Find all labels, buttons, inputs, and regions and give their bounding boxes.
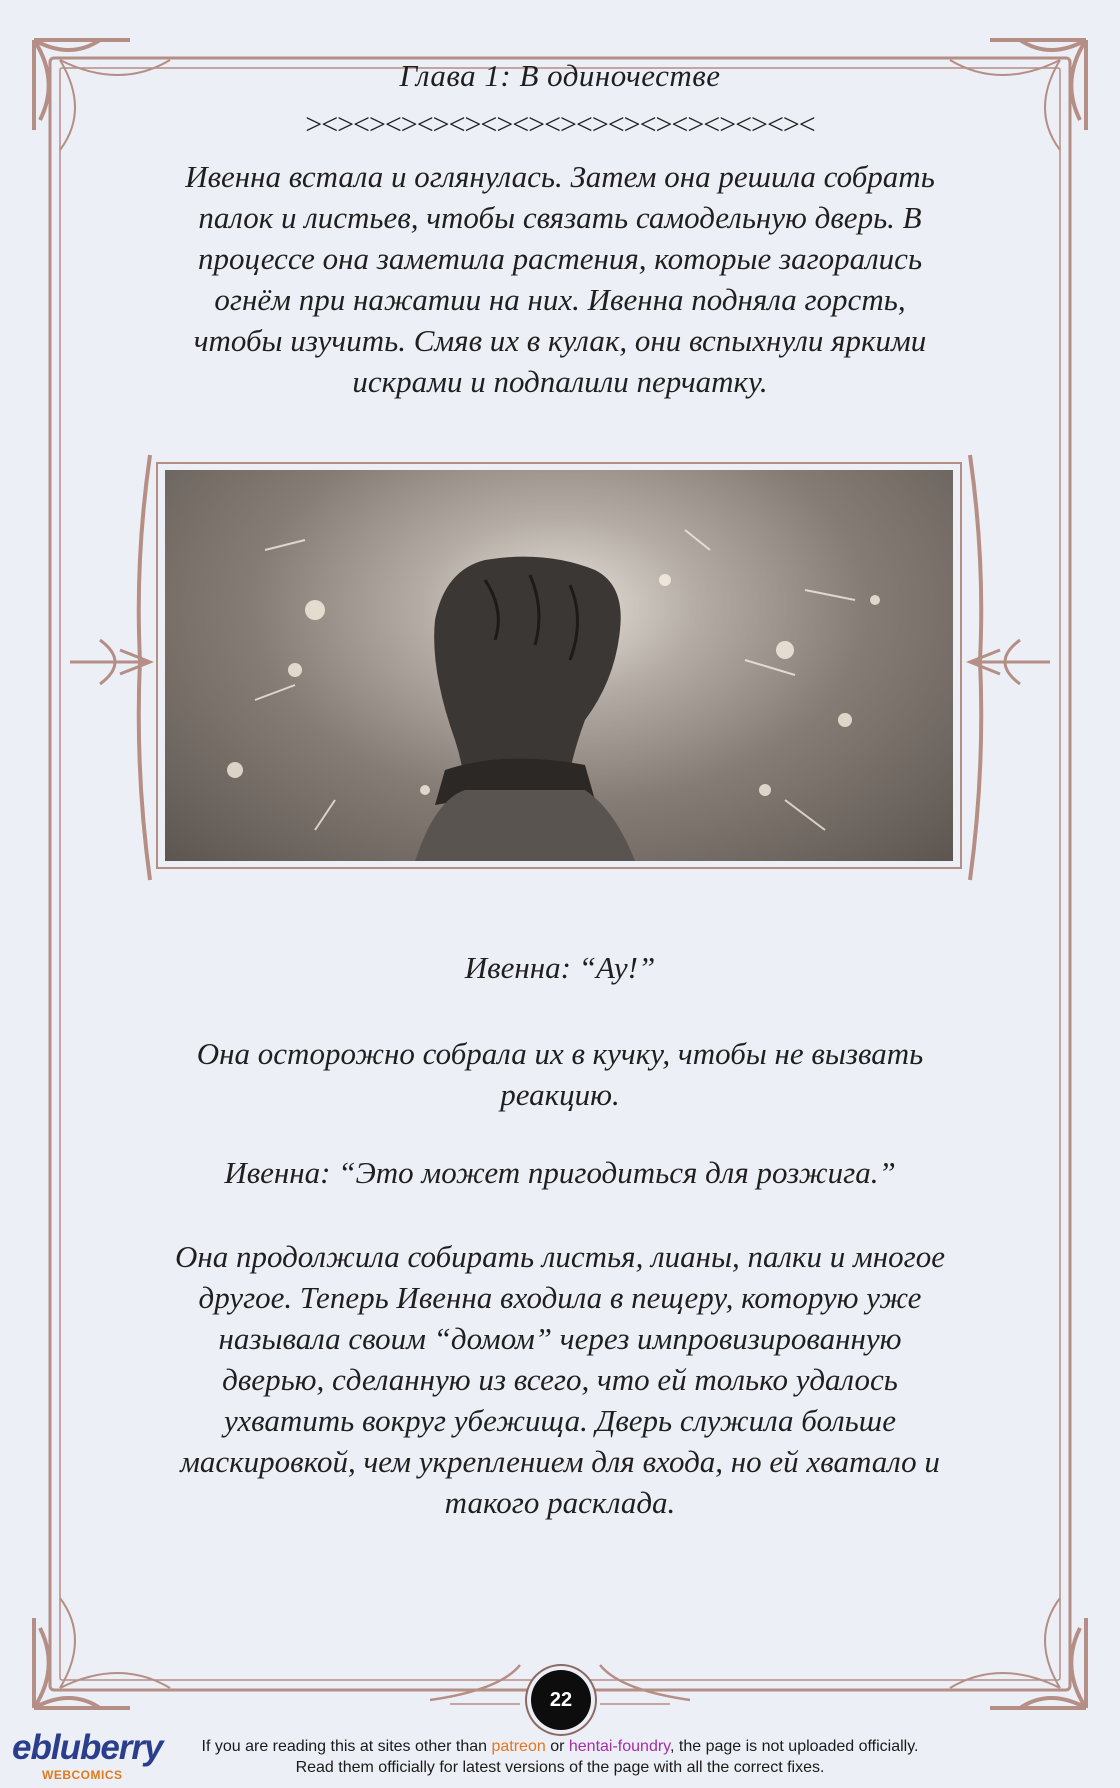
notice-or: or xyxy=(545,1738,569,1755)
ebluberry-logo[interactable] xyxy=(12,1728,163,1784)
page-number-badge: 22 xyxy=(531,1670,591,1730)
patreon-link[interactable]: patreon xyxy=(491,1738,546,1755)
logo-wordmark: ebluberry xyxy=(12,1728,163,1767)
story-paragraph-1: Ивенна встала и оглянулась. Затем она решила собрать палок и листьев, чтобы связать самодельную дверь. В процессе она заметила растения, которые загорались огнём при нажатии на них. Ивенна подняла горсть, чтобы изучить. Смяв их в кулак, они вспыхнули яркими искрами и подпалили перчатку. xyxy=(185,159,935,399)
fist-sparks-illustration xyxy=(165,470,953,861)
notice-suffix: , the page is not uploaded officially. xyxy=(669,1738,919,1755)
fist-shape xyxy=(415,557,635,861)
notice-line-2: Read them officially for latest versions of the page with all the correct fixes. xyxy=(295,1759,825,1776)
notice-line-1 xyxy=(150,1736,970,1757)
story-paragraph-3: Она продолжила собирать листья, лианы, палки и многое другое. Теперь Ивенна входила в пещеру, которую уже называла своим “домом” через импровизированную дверью, сделанную из всего, что ей только удалось ухватить вокруг убежища. Дверь служила больше маскировкой, чем укреплением для входа, но ей хватало и такого расклада. xyxy=(174,1239,946,1520)
official-source-notice xyxy=(150,1736,970,1778)
story-paragraph-2: Она осторожно собрала их в кучку, чтобы не вызвать реакцию. xyxy=(196,1036,924,1112)
fist-drawing xyxy=(165,470,953,861)
dialogue-line-1: Ивенна: “Ау!” xyxy=(464,950,656,985)
hentai-foundry-link[interactable]: hentai-foundry xyxy=(568,1738,670,1755)
ornamental-divider: ><><><><><><><><><><><><><><><>< xyxy=(305,108,815,141)
chapter-title: Глава 1: В одиночестве xyxy=(399,58,721,93)
logo-subtitle: WEBCOMICS xyxy=(42,1768,123,1782)
dialogue-line-2: Ивенна: “Это может пригодиться для розжига.” xyxy=(224,1155,896,1190)
notice-prefix: If you are reading this at sites other than xyxy=(201,1738,492,1755)
